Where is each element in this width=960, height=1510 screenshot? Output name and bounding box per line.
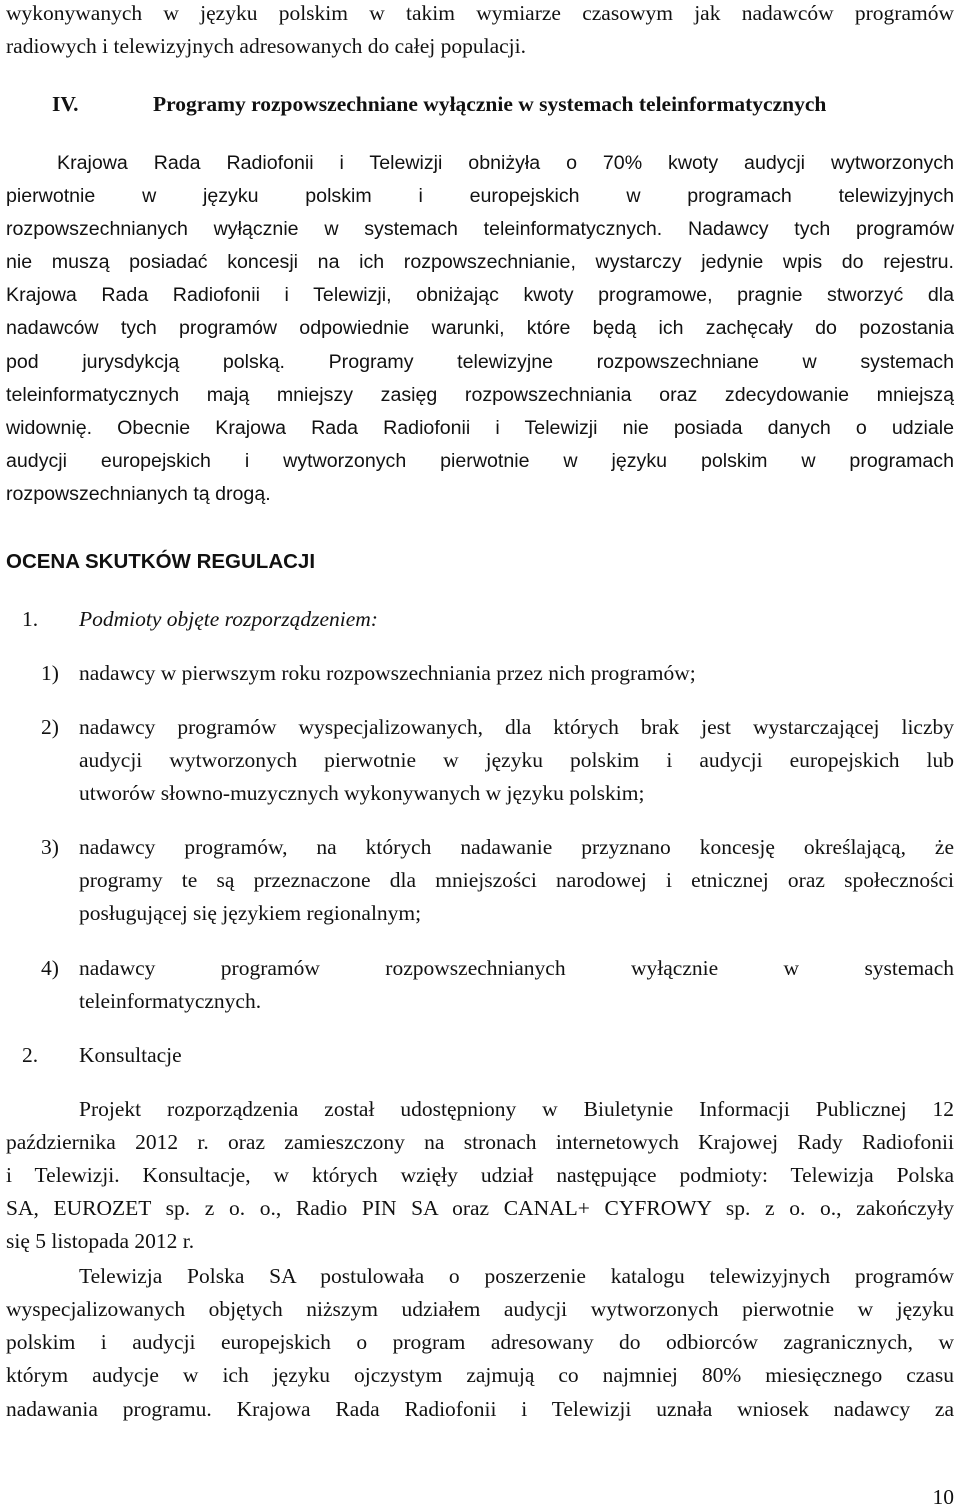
item-number: 1. bbox=[22, 607, 39, 631]
paragraph-line: którym audycje w ich języku ojczystym zajmują co najmniej 80% miesięcznego czasu bbox=[6, 1363, 954, 1387]
list-item-line: nadawcy programów, na których nadawanie przyznano koncesję określającą, że bbox=[79, 835, 954, 859]
paragraph-line: nadawania programu. Krajowa Rada Radiofonii i Telewizji uznała wniosek nadawcy za bbox=[6, 1397, 954, 1421]
list-item-line: nadawcy programów rozpowszechnianych wyłącznie w systemach bbox=[79, 956, 954, 980]
list-item-line: nadawcy programów wyspecjalizowanych, dla których brak jest wystarczającej liczby bbox=[79, 715, 954, 739]
paragraph-line: wykonywanych w języku polskim w takim wymiarze czasowym jak nadawców programów bbox=[6, 1, 954, 25]
paragraph-line: rozpowszechnianych wyłącznie w systemach teleinformatycznych. Nadawcy tych programów bbox=[6, 218, 954, 240]
paragraph-line: rozpowszechnianych tą drogą. bbox=[6, 483, 271, 505]
paragraph-line: pierwotnie w języku polskim i europejskich w programach telewizyjnych bbox=[6, 185, 954, 207]
list-item-line: teleinformatycznych. bbox=[79, 989, 262, 1013]
paragraph-line: polskim i audycji europejskich o program adresowany do odbiorców zagranicznych, w bbox=[6, 1330, 954, 1354]
paragraph-line: Projekt rozporządzenia został udostępniony w Biuletynie Informacji Publicznej 12 bbox=[79, 1097, 954, 1121]
paragraph-line: SA, EUROZET sp. z o. o., Radio PIN SA oraz CANAL+ CYFROWY sp. z o. o., zakończyły bbox=[6, 1196, 954, 1220]
paragraph-line: wyspecjalizowanych objętych niższym udziałem audycji wytworzonych pierwotnie w języku bbox=[6, 1297, 954, 1321]
section-heading: OCENA SKUTKÓW REGULACJI bbox=[6, 550, 316, 573]
paragraph-line: Krajowa Rada Radiofonii i Telewizji, obniżając kwoty programowe, pragnie stworzyć dla bbox=[6, 284, 954, 306]
list-item-line: posługującej się językiem regionalnym; bbox=[79, 901, 422, 925]
paragraph-line: i Telewizji. Konsultacje, w których wzięły udział następujące podmioty: Telewizja Polska bbox=[6, 1163, 954, 1187]
paragraph-line: teleinformatycznych mają mniejszy zasięg rozpowszechniania oraz zdecydowanie mniejszą bbox=[6, 384, 954, 406]
list-number: 4) bbox=[41, 956, 59, 980]
item-title: Podmioty objęte rozporządzeniem: bbox=[79, 607, 378, 631]
list-item-line: programy te są przeznaczone dla mniejszości narodowej i etnicznej oraz społeczności bbox=[79, 868, 954, 892]
list-item-line: audycji wytworzonych pierwotnie w języku polskim i audycji europejskich lub bbox=[79, 748, 954, 772]
item-number: 2. bbox=[22, 1043, 39, 1067]
paragraph-line: nie muszą posiadać koncesji na ich rozpowszechnianie, wystarczy jedynie wpis do rejestru. bbox=[6, 251, 954, 273]
list-item-line: nadawcy w pierwszym roku rozpowszechniania przez nich programów; bbox=[79, 661, 696, 685]
list-number: 1) bbox=[41, 661, 59, 685]
paragraph-line: października 2012 r. oraz zamieszczony na stronach internetowych Krajowej Rady Radiofonii bbox=[6, 1130, 954, 1154]
paragraph-line: pod jurysdykcją polską. Programy telewizyjne rozpowszechniane w systemach bbox=[6, 351, 954, 373]
list-number: 3) bbox=[41, 835, 59, 859]
paragraph-line: widownię. Obecnie Krajowa Rada Radiofonii i Telewizji nie posiada danych o udziale bbox=[6, 417, 954, 439]
paragraph-line: nadawców tych programów odpowiednie warunki, które będą ich zachęcały do pozostania bbox=[6, 317, 954, 339]
paragraph-line: radiowych i telewizyjnych adresowanych do całej populacji. bbox=[6, 34, 526, 58]
paragraph-line: Telewizja Polska SA postulowała o poszerzenie katalogu telewizyjnych programów bbox=[79, 1264, 954, 1288]
section-title: Programy rozpowszechniane wyłącznie w systemach teleinformatycznych bbox=[153, 92, 827, 116]
paragraph-line: się 5 listopada 2012 r. bbox=[6, 1229, 195, 1253]
paragraph-line: Krajowa Rada Radiofonii i Telewizji obniżyła o 70% kwoty audycji wytworzonych bbox=[57, 152, 954, 174]
list-item-line: utworów słowno-muzycznych wykonywanych w języku polskim; bbox=[79, 781, 645, 805]
item-title: Konsultacje bbox=[79, 1043, 182, 1067]
page-number: 10 bbox=[932, 1485, 954, 1509]
list-number: 2) bbox=[41, 715, 59, 739]
paragraph-line: audycji europejskich i wytworzonych pierwotnie w języku polskim w programach bbox=[6, 450, 954, 472]
section-number: IV. bbox=[52, 92, 79, 116]
